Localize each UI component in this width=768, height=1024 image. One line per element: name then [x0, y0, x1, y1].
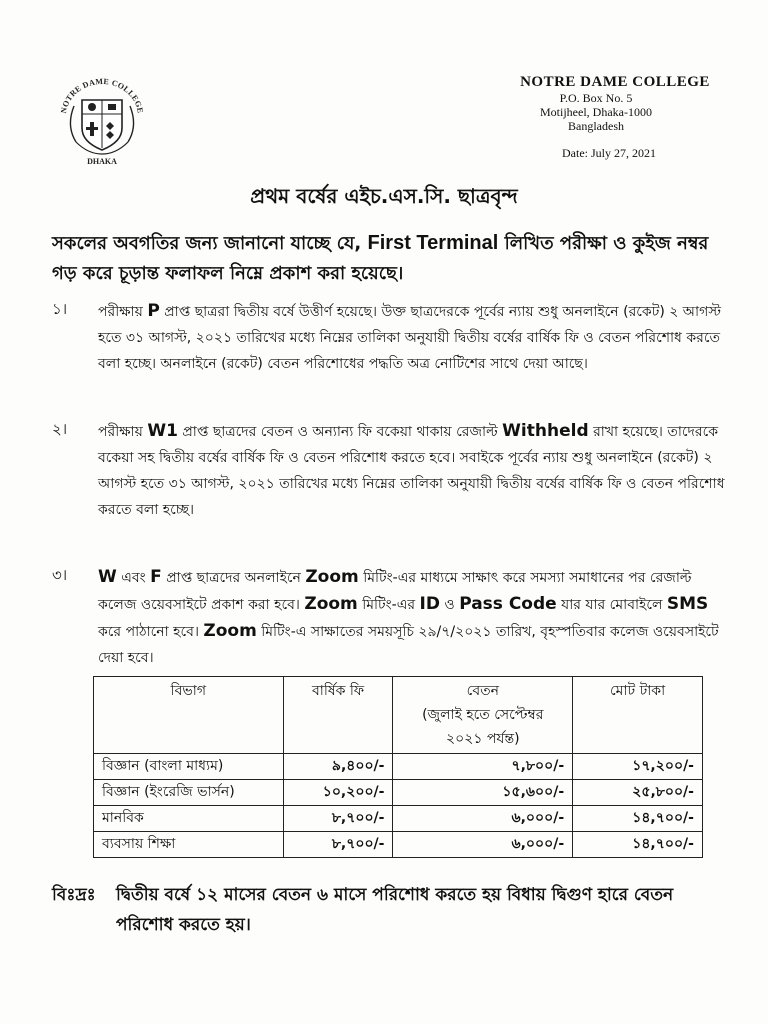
- salary-cell: ১৫,৬০০/-: [393, 780, 573, 806]
- item-number: ৩।: [52, 566, 68, 584]
- table-row: [94, 780, 703, 806]
- salary-cell: ৭,৮০০/-: [393, 754, 573, 780]
- column-header: বিভাগ: [94, 677, 284, 754]
- item-number: ২।: [52, 420, 68, 438]
- column-header: [393, 677, 573, 754]
- notice-heading: প্রথম বর্ষের এইচ.এস.সি. ছাত্রবৃন্দ: [250, 184, 518, 208]
- total-cell: ১৪,৭০০/-: [573, 832, 703, 858]
- department-cell: ব্যবসায় শিক্ষা: [94, 832, 284, 858]
- item-text: মিটিং-এ সাক্ষাতের সময়সূচি ২৯/৭/২০২১ তারিখ, বৃহস্পতিবার কলেজ ওয়েবসাইটে দেয়া হবে।: [98, 624, 719, 666]
- college-logo: [52, 76, 152, 166]
- intro-text: লিখিত পরীক্ষা ও কুইজ নম্বর গড় করে চূড়ান্ত ফলাফল নিম্নে প্রকাশ করা হয়েছে।: [52, 233, 709, 284]
- list-item: [52, 564, 728, 671]
- salary-cell: ৬,০০০/-: [393, 832, 573, 858]
- list-item: [52, 418, 728, 523]
- address-block: [500, 74, 730, 133]
- item-text: প্রাপ্ত ছাত্রদের বেতন ও অন্যান্য ফি বকেয়া থাকায় রেজাল্ট: [182, 424, 498, 440]
- crest-icon: [52, 76, 152, 166]
- logo-top-text: NOTRE DAME COLLEGE: [59, 76, 145, 114]
- column-header: মোট টাকা: [573, 677, 703, 754]
- annual-fee-cell: ৮,৭০০/-: [283, 832, 393, 858]
- footnote: [52, 880, 728, 940]
- notice-date: Date: July 27, 2021: [562, 146, 656, 160]
- footnote-text: দ্বিতীয় বর্ষে ১২ মাসের বেতন ৬ মাসে পরিশোধ করতে হয় বিধায় দ্বিগুণ হারে বেতন পরিশোধ করতে হয়।: [116, 885, 674, 935]
- department-cell: বিজ্ঞান (ইংরেজি ভার্সন): [94, 780, 284, 806]
- grade-label: F: [150, 567, 162, 587]
- logo-bottom-text: DHAKA: [87, 157, 117, 166]
- item-text: প্রাপ্ত ছাত্রদের অনলাইনে: [166, 570, 301, 586]
- fee-table: [93, 676, 703, 858]
- column-header-line: বেতন: [466, 683, 499, 699]
- salary-cell: ৬,০০০/-: [393, 806, 573, 832]
- table-row: [94, 754, 703, 780]
- intro-term: First Terminal: [367, 232, 499, 254]
- item-text: যার যার মোবাইলে: [561, 597, 663, 613]
- item-text: করে পাঠানো হবে।: [98, 624, 199, 640]
- address-line: P.O. Box No. 5: [559, 91, 633, 105]
- item-text: মিটিং-এর মাধ্যমে সাক্ষাৎ করে সমস্যা সমাধানের পর রেজাল্ট কলেজ ওয়েবসাইটে প্রকাশ করা হবে।: [98, 570, 692, 613]
- total-cell: ২৫,৮০০/-: [573, 780, 703, 806]
- grade-label: W1: [147, 421, 178, 441]
- id-label: ID: [419, 594, 440, 614]
- table-row: [94, 832, 703, 858]
- zoom-label: Zoom: [305, 567, 359, 587]
- department-cell: মানবিক: [94, 806, 284, 832]
- status-label: Withheld: [502, 421, 589, 441]
- intro-paragraph: [52, 228, 728, 289]
- item-number: ১।: [52, 300, 68, 318]
- zoom-label: Zoom: [203, 621, 257, 641]
- table-header-row: [94, 677, 703, 754]
- department-cell: বিজ্ঞান (বাংলা মাধ্যম): [94, 754, 284, 780]
- item-text: এবং: [121, 570, 146, 586]
- annual-fee-cell: ৮,৭০০/-: [283, 806, 393, 832]
- annual-fee-cell: ৯,৪০০/-: [283, 754, 393, 780]
- item-text: মিটিং-এর: [362, 597, 416, 613]
- grade-label: W: [98, 567, 117, 587]
- item-text: পরীক্ষায়: [98, 424, 143, 440]
- sms-label: SMS: [666, 594, 709, 614]
- column-header-line: ২০২১ পর্যন্ত): [446, 731, 520, 747]
- item-text: প্রাপ্ত ছাত্ররা দ্বিতীয় বর্ষে উত্তীর্ণ হয়েছে। উক্ত ছাত্রদেরকে পূর্বের ন্যায় শুধু অনলাইনে (রকেট) ২ আগস্ট হতে ৩১ আগস্ট, ২০২১ তারিখের মধ্যে নিম্নের তালিকা অনুযায়ী দ্বিতীয় বর্ষের বার্ষিক ফি ও বেতন পরিশোধ করতে বলা হচ্ছে। অনলাইনে (রকেট) বেতন পরিশোধের পদ্ধতি অত্র নোটিশের সাথে দেয়া আছে।: [98, 304, 721, 372]
- zoom-label: Zoom: [304, 594, 358, 614]
- footnote-label: বিঃদ্রঃ: [52, 885, 96, 905]
- table-row: [94, 806, 703, 832]
- item-text: পরীক্ষায়: [98, 304, 143, 320]
- intro-text: সকলের অবগতির জন্য জানানো যাচ্ছে যে,: [52, 233, 362, 254]
- column-header: বার্ষিক ফি: [283, 677, 393, 754]
- total-cell: ১৭,২০০/-: [573, 754, 703, 780]
- address-line: Bangladesh: [568, 119, 624, 133]
- total-cell: ১৪,৭০০/-: [573, 806, 703, 832]
- item-text: রাখা হয়েছে। তাদেরকে বকেয়া সহ দ্বিতীয় বর্ষের বার্ষিক ফি ও বেতন পরিশোধ করতে হবে। সবাইকে পূর্বের ন্যায় শুধু অনলাইনে (রকেট) ২ আগস্ট হতে ৩১ আগস্ট, ২০২১ তারিখের মধ্যে নিম্নের তালিকা অনুযায়ী দ্বিতীয় বর্ষের বার্ষিক ফি ও বেতন পরিশোধ করতে বলা হচ্ছে।: [98, 424, 725, 518]
- college-name: NOTRE DAME COLLEGE: [520, 74, 710, 90]
- address-line: Motijheel, Dhaka-1000: [540, 105, 652, 119]
- passcode-label: Pass Code: [459, 594, 557, 614]
- item-text: ও: [444, 597, 455, 613]
- list-item: [52, 298, 728, 377]
- annual-fee-cell: ১০,২০০/-: [283, 780, 393, 806]
- grade-label: P: [147, 301, 160, 321]
- column-header-line: (জুলাই হতে সেপ্টেম্বর: [422, 707, 544, 723]
